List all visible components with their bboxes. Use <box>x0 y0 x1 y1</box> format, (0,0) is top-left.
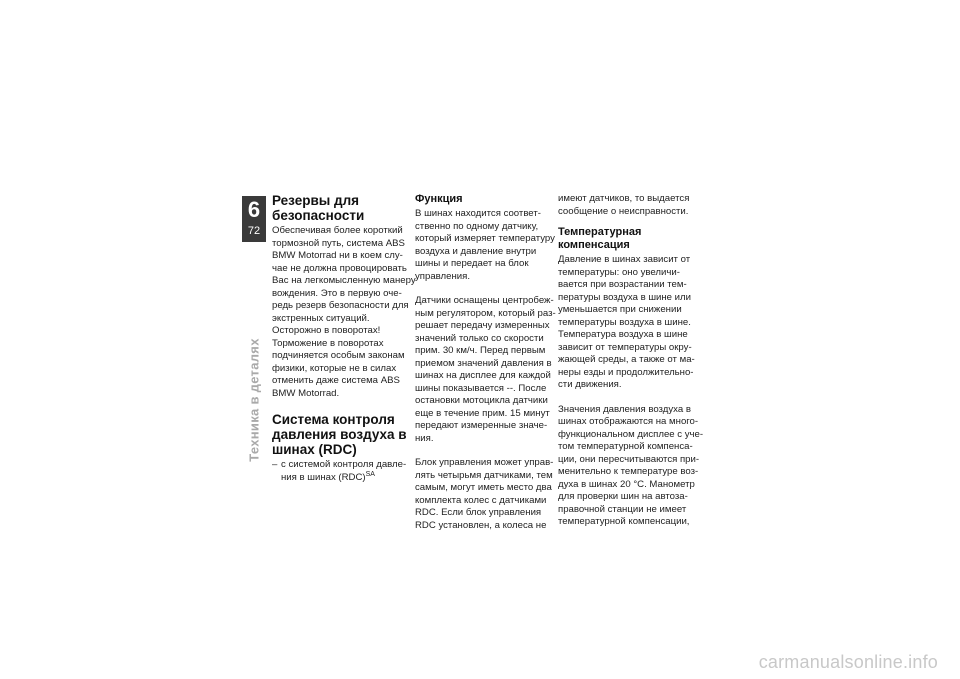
paragraph-sensors: В шинах находится соответ- ственно по одному датчику, который измеряет температуру воздуха и давление внутри шины и передает на блок управления. <box>415 208 555 282</box>
paragraph-continued: имеют датчиков, то выдается сообщение о неисправности. <box>558 193 690 217</box>
paragraph-safety: Обеспечивая более короткий тормозной путь, система ABS BMW Motorrad ни в коем слу- чае не должна провоцировать Вас на легкомысленную манеру вождения. Это в первую оче- редь резерв безопасности для экстренных ситуаций. Осторожно в поворотах! Торможение в поворотах подчиняется особым законам физики, которые не в силах отменить даже система ABS BMW Motorrad. <box>272 225 416 399</box>
paragraph-control-unit: Блок управления может управ- лять четырьмя датчиками, тем самым, могут иметь место два комплекта колес с датчиками RDC. Если блок управления RDC установлен, а колеса не <box>415 457 554 531</box>
sa-superscript: SA <box>365 470 375 478</box>
chapter-tab <box>242 196 266 242</box>
column-1 <box>272 193 416 484</box>
column-3 <box>558 193 704 529</box>
page-number: 72 <box>247 225 261 237</box>
chapter-number: 6 <box>247 197 261 222</box>
heading-temperature-compensation: Температурная компенсация <box>558 226 642 251</box>
option-list-item: – с системой контроля давле- ния в шинах (RDC)$^{SA}$ <box>272 459 407 483</box>
dash-bullet: – <box>272 459 278 470</box>
heading-function: Функция <box>415 193 463 205</box>
paragraph-centrifugal: Датчики оснащены центробеж- ным регулятором, который раз- решает передачу измеренных значений только со скорости прим. 30 км/ч. Перед первым приемом значений давления в шинах на дисплее для каждой шины показывается --. После остановки мотоцикла датчики еще в течение прим. 15 минут передают измеренные значе- ния. <box>415 295 556 444</box>
chapter-title-vertical: Техника в деталях <box>246 338 262 462</box>
paragraph-temperature: Давление в шинах зависит от температуры: оно увеличи- вается при возрастании тем- пературы воздуха в шине или уменьшается при снижении температуры воздуха в шине. Температура воздуха в шине зависит от температуры окру- жающей среды, а также от ма- неры езды и продолжительно- сти движения. <box>558 254 695 390</box>
heading-rdc-system: Система контроля давления воздуха в шинах (RDC) <box>272 412 407 457</box>
column-2 <box>415 193 555 532</box>
heading-safety-reserves: Резервы для безопасности <box>272 193 365 223</box>
watermark: carmanualsonline.info <box>758 652 938 672</box>
paragraph-display-values: Значения давления воздуха в шинах отображаются на много- функциональном дисплее с уче- том температурной компенса- ции, они пересчитываются при- менительно к температуре воз- духа в шинах 20 °C. Манометр для проверки шин на автоза- правочной станции не имеет температурной компенсации, <box>558 403 704 527</box>
